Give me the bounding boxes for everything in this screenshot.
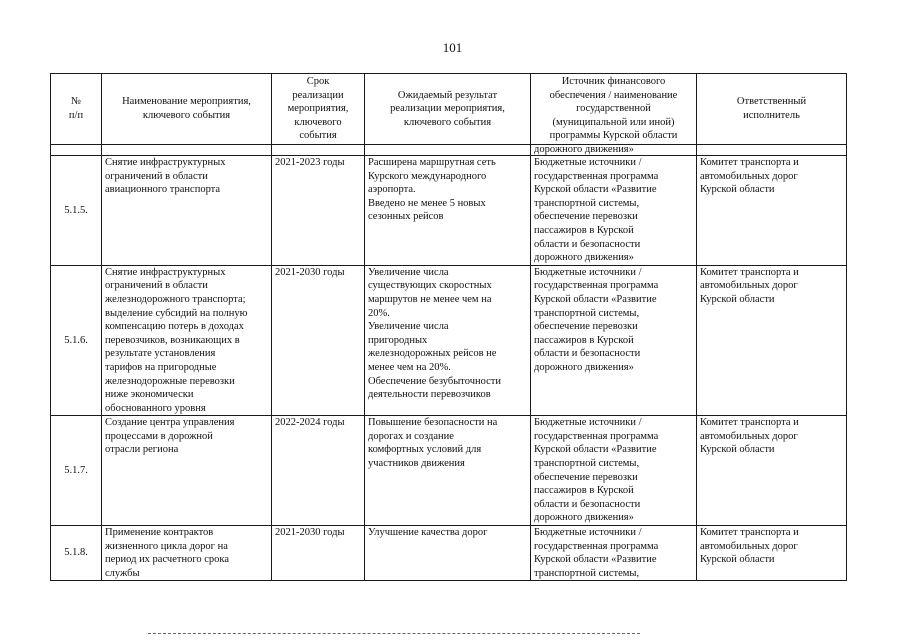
table-header-row — [51, 74, 847, 145]
header-name: Наименование мероприятия, ключевого события — [102, 74, 272, 145]
continuation-text: дорожного движения» — [534, 144, 634, 155]
table-row — [51, 156, 847, 266]
expected-result: Улучшение качества дорог — [365, 526, 531, 581]
row-number: 5.1.5. — [51, 156, 102, 266]
funding-source: Бюджетные источники / государственная программа Курской области «Развитие транспортной системы, обеспечение перевозки пассажиров в Курской области и безопасности дорожного движения» — [531, 156, 697, 266]
scan-edge-divider — [148, 633, 640, 634]
header-number: № п/п — [51, 74, 102, 145]
responsible-executor: Комитет транспорта и автомобильных дорог Курской области — [697, 526, 847, 581]
measure-term: 2021-2030 годы — [272, 526, 365, 581]
funding-source: Бюджетные источники / государственная программа Курской области «Развитие транспортной системы, — [531, 526, 697, 581]
header-term: Срок реализации мероприятия, ключевого события — [272, 74, 365, 145]
header-result: Ожидаемый результат реализации мероприятия, ключевого события — [365, 74, 531, 145]
measure-term: 2022-2024 годы — [272, 416, 365, 526]
header-responsible: Ответственный исполнитель — [697, 74, 847, 145]
measure-term: 2021-2030 годы — [272, 265, 365, 416]
measure-name: Снятие инфраструктурных ограничений в области железнодорожного транспорта; выделение субсидий на полную компенсацию потерь в доходах перевозчиков, возникающих в результате установления тарифов на пригородные железнодорожные перевозки ниже экономически обоснованного уровня — [102, 265, 272, 416]
table-row — [51, 265, 847, 416]
measures-table — [50, 73, 847, 581]
row-number: 5.1.7. — [51, 416, 102, 526]
table-row — [51, 526, 847, 581]
header-source: Источник финансового обеспечения / наименование государственной (муниципальной или иной) программы Курской области — [531, 74, 697, 145]
measure-name: Снятие инфраструктурных ограничений в области авиационного транспорта — [102, 156, 272, 266]
measure-name: Применение контрактов жизненного цикла дорог на период их расчетного срока службы — [102, 526, 272, 581]
funding-source: Бюджетные источники / государственная программа Курской области «Развитие транспортной системы, обеспечение перевозки пассажиров в Курской области и безопасности дорожного движения» — [531, 265, 697, 416]
expected-result: Расширена маршрутная сеть Курского международного аэропорта. Введено не менее 5 новых сезонных рейсов — [365, 156, 531, 266]
responsible-executor: Комитет транспорта и автомобильных дорог Курской области — [697, 156, 847, 266]
row-number: 5.1.6. — [51, 265, 102, 416]
measure-term: 2021-2023 годы — [272, 156, 365, 266]
table-row — [51, 416, 847, 526]
funding-source: Бюджетные источники / государственная программа Курской области «Развитие транспортной системы, обеспечение перевозки пассажиров в Курской области и безопасности дорожного движения» — [531, 416, 697, 526]
responsible-executor: Комитет транспорта и автомобильных дорог Курской области — [697, 265, 847, 416]
page-number: 101 — [442, 40, 463, 55]
expected-result: Повышение безопасности на дорогах и создание комфортных условий для участников движения — [365, 416, 531, 526]
continuation-row — [51, 145, 847, 156]
row-number: 5.1.8. — [51, 526, 102, 581]
expected-result: Увеличение числа существующих скоростных маршрутов не менее чем на 20%. Увеличение числа пригородных железнодорожных рейсов не менее чем на 20%. Обеспечение безубыточности деятельности перевозчиков — [365, 265, 531, 416]
measure-name: Создание центра управления процессами в дорожной отрасли региона — [102, 416, 272, 526]
responsible-executor: Комитет транспорта и автомобильных дорог Курской области — [697, 416, 847, 526]
